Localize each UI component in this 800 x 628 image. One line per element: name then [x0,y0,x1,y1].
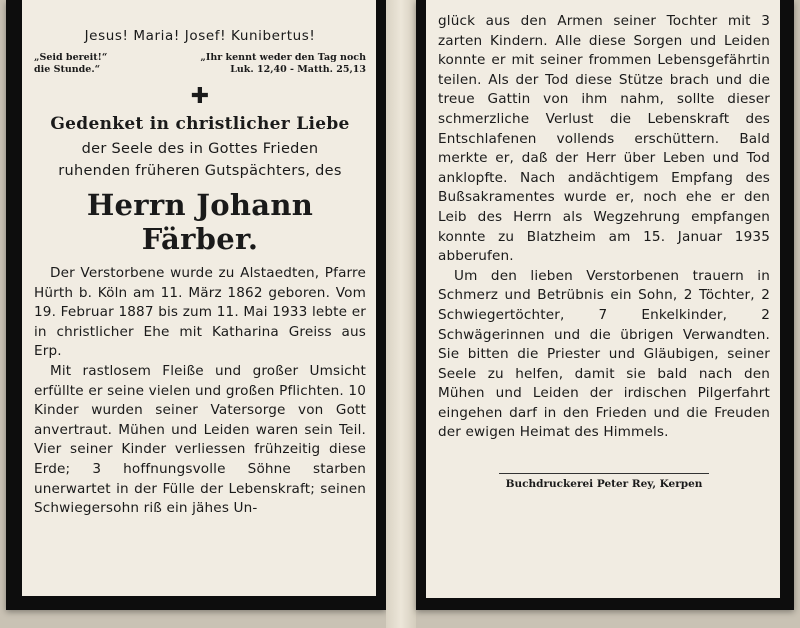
quote-left-line2: die Stunde.“ [34,64,101,75]
deceased-name: Herrn Johann Färber. [86,188,314,256]
quote-right [187,52,366,76]
quote-right-line1: „Ihr kennt weder den Tag noch [200,52,366,63]
left-body [34,264,366,519]
right-card-border [416,0,794,610]
subheading-line1: der Seele des in Gottes Frieden [81,141,319,157]
left-paragraph-2: Mit rastlosem Fleiße und großer Umsicht erfüllte er seine vielen und großen Pflichten. 10 Kinder wurden seiner Vatersorge von Gott anvertraut. Mühen und Leiden waren sein Teil. Vier seiner Kinder verliessen frühzeitig diese Erde; 3 hoffnungsvolle Söhne starben unerwartet in der Fülle der Lebenskraft; seinen Schwiegersohn riß ein jähes Un- [34,362,366,517]
left-paragraph-1: Der Verstorbene wurde zu Alstaedten, Pfarre Hürth b. Köln am 11. März 1862 geboren. Vom 19. Februar 1887 bis zum 11. Mai 1933 lebte er in christlicher Ehe mit Katharina Greiss aus Erp. [34,265,366,360]
printer-divider [499,473,709,474]
scripture-quotes [34,52,366,76]
invocation-line: Jesus! Maria! Josef! Kunibertus! [84,28,316,44]
cross-icon: ✚ [190,84,210,109]
quote-left-line1: „Seid bereit!“ [34,52,108,63]
printer-credit: Buchdruckerei Peter Rey, Kerpen [505,478,703,491]
heading: Gedenket in christlicher Liebe [50,114,350,134]
subheading-line2: ruhenden früheren Gutspächters, des [58,163,342,179]
right-body [438,12,770,443]
left-card-border [6,0,386,610]
quote-left [34,52,180,76]
quote-right-reference: Luk. 12,40 - Matth. 25,13 [230,64,366,75]
card-fold [386,0,416,628]
left-page [22,0,376,596]
right-page [426,0,780,598]
right-paragraph-1: glück aus den Armen seiner Tochter mit 3 zarten Kindern. Alle diese Sorgen und Leiden konnte er mit seiner frommen Lebensgefährtin teilen. Als der Tod diese Stütze brach und die treue Gattin von ihm nahm, sollte dieser schmerzliche Verlust die Lebenskraft des Entschlafenen vollends erschüttern. Bald merkte er, daß der Herr über Leben und Tod anklopfte. Nach andächtigem Empfang des Bußsakramentes wurde er, noch ehe er den Leib des Herrn als Wegzehrung empfangen konnte zu Blatzheim am 15. Januar 1935 abberufen. [438,13,770,265]
right-paragraph-2: Um den lieben Verstorbenen trauern in Schmerz und Betrübnis ein Sohn, 2 Töchter, 2 Schwiegertöchter, 7 Enkelkinder, 2 Schwägerinnen und die übrigen Verwandten. Sie bitten die Priester und Gläubigen, seiner Seele zu helfen, damit sie bald nach den Mühen und Leiden der irdischen Pilgerfahrt eingehen darf in den Frieden und die Freuden der ewigen Heimat des Himmels. [438,267,770,441]
